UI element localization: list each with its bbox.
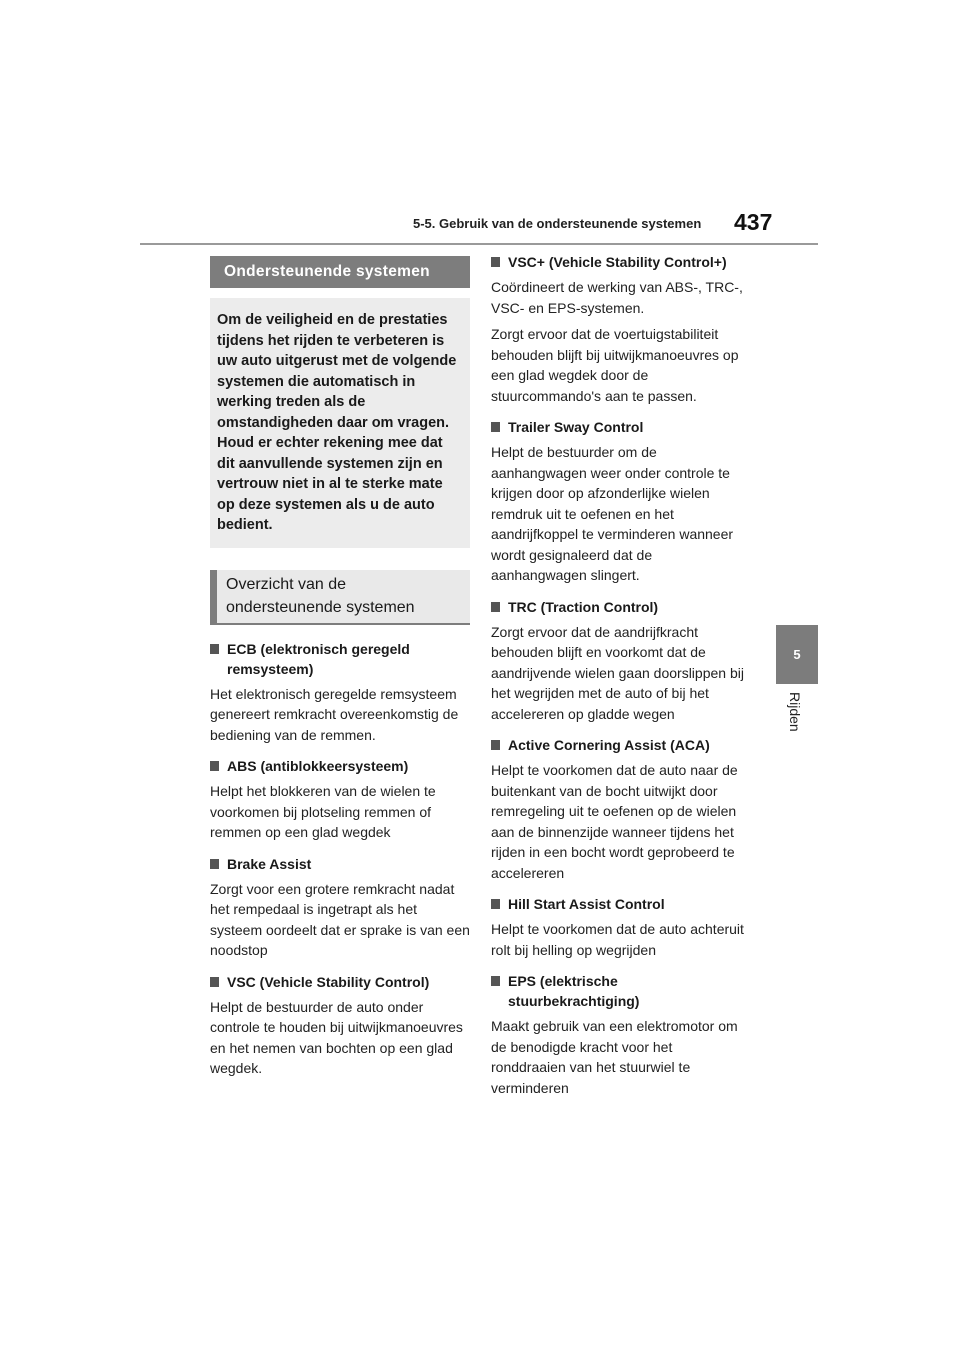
item-title: VSC (Vehicle Stability Control) [227, 973, 430, 990]
item-text: Helpt de bestuurder om de aanhangwagen weer onder controle te krijgen door op afzonderlijke wielen remdruk uit te oefenen en het aandrijfkoppel te verminderen wanneer wordt gesignaleerd dat de aanhangwagen slingert. [491, 444, 734, 583]
item-text: Helpt te voorkomen dat de auto achteruit rolt bij helling op wegrijden [491, 921, 744, 958]
list-item [210, 854, 470, 961]
item-text: Zorgt ervoor dat de aandrijfkracht behouden blijft en voorkomt dat de aandrijvende wielen gaan doorslippen bij het wegrijden met de auto of bij het accelereren op gladde wegen [491, 623, 744, 722]
list-item [210, 972, 470, 1079]
page-number: 437 [734, 209, 773, 235]
item-title: Brake Assist [227, 855, 312, 872]
list-item [491, 597, 747, 725]
item-title: TRC (Traction Control) [508, 598, 659, 615]
list-item [491, 252, 747, 406]
square-bullet-icon [491, 422, 500, 432]
intro-box: Om de veiligheid en de prestaties tijdens het rijden te verbeteren is uw auto uitgerust met de volgende systemen die automatisch in werking treden als de omstandigheden daar om vragen. Houd er echter rekening mee dat dit aanvullende systemen zijn en vertrouw niet in al te sterke mate op deze systemen als u de auto bedient. [210, 298, 470, 548]
item-text: Coördineert de werking van ABS-, TRC-, VSC- en EPS-systemen. [491, 279, 743, 316]
chapter-tab[interactable] [776, 625, 818, 684]
square-bullet-icon [210, 977, 219, 987]
square-bullet-icon [210, 761, 219, 771]
header-divider [140, 243, 818, 245]
subsection-title: Overzicht van de ondersteunende systemen [210, 570, 470, 625]
item-text: Zorgt voor een grotere remkracht nadat het rempedaal is ingetrapt als het systeem oordeelt dat er sprake is van een noodstop [210, 880, 470, 958]
square-bullet-icon [491, 976, 500, 986]
left-item-list [210, 639, 470, 1079]
list-item [210, 756, 470, 843]
chapter-header-title: 5-5. Gebruik van de ondersteunende systemen [413, 216, 702, 231]
chapter-tab-label: Rijden [787, 692, 803, 732]
chapter-tab-number: 5 [793, 647, 801, 662]
list-item [491, 894, 747, 960]
square-bullet-icon [491, 257, 500, 267]
item-title: EPS (elektrische stuurbekrachtiging) [508, 973, 640, 1009]
item-text: Helpt de bestuurder de auto onder controle te houden bij uitwijkmanoeuvres en het nemen van bochten op een glad wegdek. [210, 998, 463, 1076]
item-title: VSC+ (Vehicle Stability Control+) [508, 254, 727, 270]
item-title: ECB (elektronisch geregeld remsysteem) [227, 640, 410, 677]
right-column [491, 252, 747, 1109]
item-text: Helpt het blokkeren van de wielen te voorkomen bij plotseling remmen of remmen op een glad wegdek [210, 783, 436, 840]
item-title: Trailer Sway Control [508, 419, 644, 435]
item-title: Active Cornering Assist (ACA) [508, 737, 710, 753]
square-bullet-icon [491, 740, 500, 750]
item-text: Helpt te voorkomen dat de auto naar de buitenkant van de bocht uitwijkt door remregeling uit te oefenen op de wielen aan de binnenzijde wanneer tijdens het rijden in een bocht wordt geprobeerd te accelereren [491, 762, 738, 881]
item-text: Zorgt ervoor dat de voertuigstabiliteit behouden blijft bij uitwijkmanoeuvres op een glad wegdek door de stuurcommando's aan te passen. [491, 326, 739, 404]
list-item [491, 971, 747, 1098]
square-bullet-icon [491, 899, 500, 909]
item-title: Hill Start Assist Control [508, 896, 665, 912]
item-text: Maakt gebruik van een elektromotor om de benodigde kracht voor het ronddraaien van het stuurwiel te verminderen [491, 1018, 738, 1096]
square-bullet-icon [210, 859, 219, 869]
section-title: Ondersteunende systemen [210, 256, 470, 288]
left-column [210, 256, 470, 1090]
item-text: Het elektronisch geregelde remsysteem genereert remkracht overeenkomstig de bediening van de remmen. [210, 685, 459, 743]
list-item [491, 417, 747, 586]
list-item [210, 639, 470, 746]
square-bullet-icon [210, 644, 219, 654]
list-item [491, 735, 747, 883]
item-title: ABS (antiblokkeersysteem) [227, 758, 409, 774]
square-bullet-icon [491, 602, 500, 612]
